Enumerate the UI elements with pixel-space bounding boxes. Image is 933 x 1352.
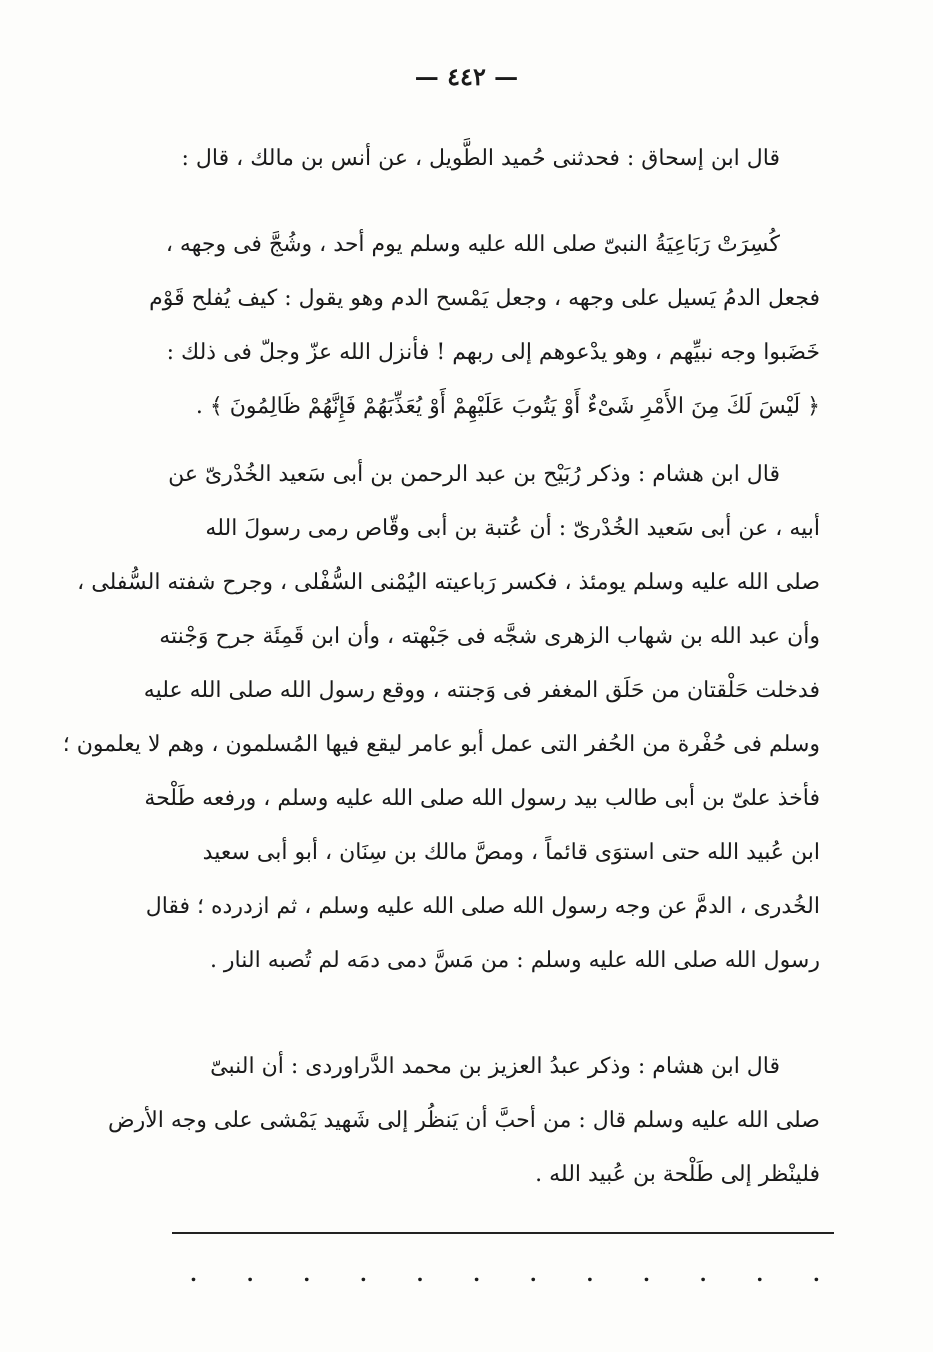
footer-dots [190, 1262, 820, 1286]
footer-dot: . [812, 1262, 820, 1286]
footer-dot: . [190, 1262, 197, 1286]
footer-dot: . [473, 1262, 481, 1286]
quran-verse-line: ﴿ لَيْسَ لَكَ مِنَ الأَمْرِ شَىْءٌ أَوْ يَتُوبَ عَلَيْهِمْ أَوْ يُعَذِّبَهُمْ فَإِنَّهُمْ ظَالِمُونَ ﴾ . [195, 394, 820, 419]
footer-dot: . [699, 1262, 707, 1286]
text-line: الخُدرى ، الدمَّ عن وجه رسول الله صلى الله عليه وسلم ، ثم ازدرده ؛ فقال [145, 894, 820, 919]
text-line: كُسِرَتْ رَبَاعِيَةُ النبىّ صلى الله عليه وسلم يوم أحد ، وشُجَّ فى وجهه ، [165, 232, 780, 257]
text-line: فدخلت حَلْقتان من حَلَق المغفر فى وَجنته ، ووقع رسول الله صلى الله عليه [143, 678, 820, 703]
text-line: خَضَبوا وجه نبيِّهم ، وهو يدْعوهم إلى ربهم ! فأنزل الله عزّ وجلّ فى ذلك : [166, 340, 820, 365]
text-line: قال ابن إسحاق : فحدثنى حُميد الطَّويل ، عن أنس بن مالك ، قال : [181, 146, 780, 171]
text-line: قال ابن هشام : وذكر عبدُ العزيز بن محمد الدَّراوردى : أن النبىّ [210, 1054, 780, 1079]
paragraph-3 [62, 448, 820, 988]
footer-dot: . [246, 1262, 254, 1286]
page-number: — ٤٤٢ — [414, 62, 519, 91]
text-line: فلينْظر إلى طَلْحة بن عُبيد الله . [535, 1162, 820, 1187]
footer-dot: . [359, 1262, 367, 1286]
paragraph-2 [140, 218, 820, 434]
text-line: وسلم فى حُفْرة من الحُفر التى عمل أبو عامر ليقع فيها المُسلمون ، وهم لا يعلمون ؛ [62, 732, 820, 757]
footer-dot: . [529, 1262, 537, 1286]
paragraph-1 [140, 132, 820, 186]
text-line: ابن عُبيد الله حتى استوَى قائماً ، ومصَّ مالك بن سِنَان ، أبو أبى سعيد [202, 840, 820, 865]
footer-dot: . [586, 1262, 594, 1286]
footer-divider [172, 1232, 834, 1234]
text-line: فجعل الدمُ يَسيل على وجهه ، وجعل يَمْسح الدم وهو يقول : كيف يُفلح قَوْم [149, 286, 820, 311]
footer-dot: . [416, 1262, 424, 1286]
text-line: فأخذ علىّ بن أبى طالب بيد رسول الله صلى الله عليه وسلم ، ورفعه طَلْحة [144, 786, 820, 811]
text-line: قال ابن هشام : وذكر رُبَيْح بن عبد الرحمن بن أبى سَعيد الخُدْرىّ عن [168, 462, 780, 487]
text-line: صلى الله عليه وسلم قال : من أحبَّ أن يَنظُر إلى شَهيد يَمْشى على وجه الأرض [108, 1108, 820, 1133]
footer-dot: . [643, 1262, 650, 1286]
footer-dot: . [303, 1262, 311, 1286]
text-line: وأن عبد الله بن شهاب الزهرى شجَّه فى جَبْهته ، وأن ابن قَمِئَة جرح وَجْنته [159, 624, 820, 649]
footer-dot: . [756, 1262, 764, 1286]
text-line: أبيه ، عن أبى سَعيد الخُدْرىّ : أن عُتبة بن أبى وقّاص رمى رسولَ الله [205, 516, 820, 541]
text-line: رسول الله صلى الله عليه وسلم : من مَسَّ دمى دمَه لم تُصبه النار . [209, 948, 820, 973]
text-line: صلى الله عليه وسلم يومئذ ، فكسر رَباعيته اليُمْنى السُّفْلى ، وجرح شفته السُّفلى ، [77, 570, 820, 595]
paragraph-4 [108, 1040, 820, 1202]
